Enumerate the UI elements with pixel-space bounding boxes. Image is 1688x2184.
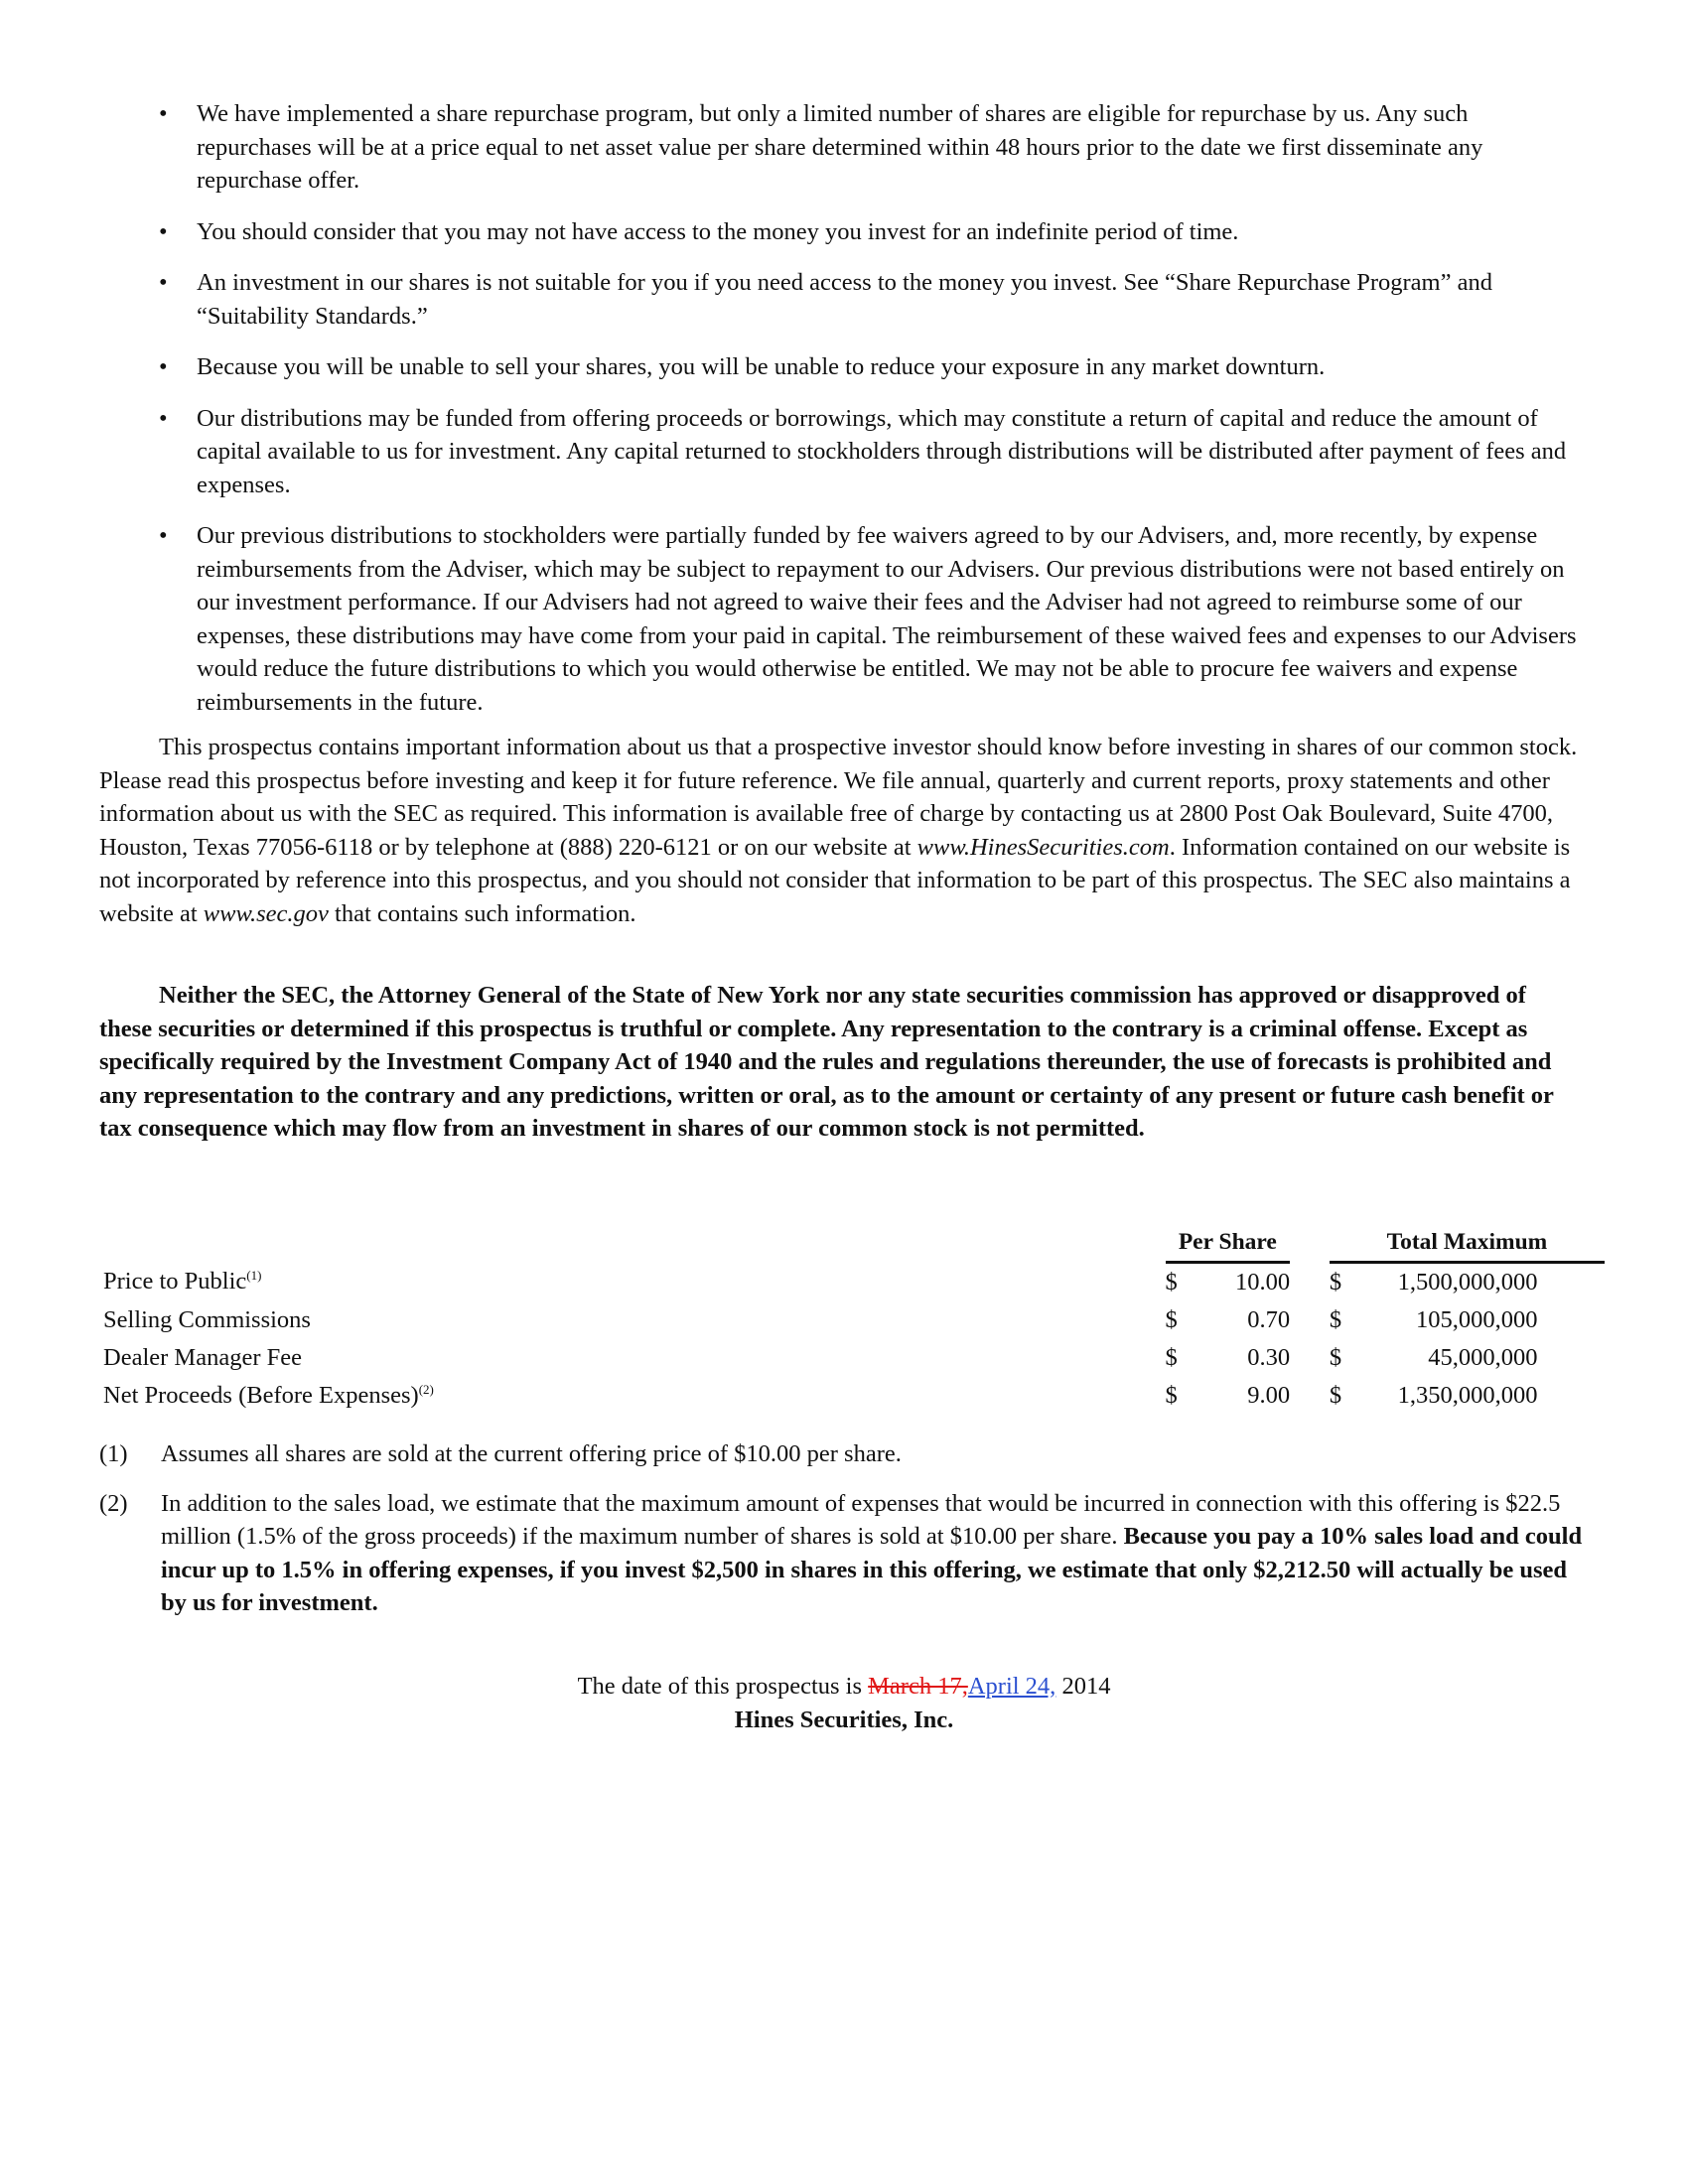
- risk-bullet-1: [159, 97, 1585, 198]
- footnote-list: [99, 1437, 1585, 1636]
- bullet-text: You should consider that you may not have access to the money you invest for an indefinite period of time.: [197, 217, 1239, 245]
- total-value: 45,000,000: [1428, 1344, 1538, 1371]
- per-share-header: Per Share: [1166, 1223, 1291, 1263]
- footnote-ref[interactable]: (2): [418, 1381, 434, 1397]
- per-share-value: 9.00: [1247, 1382, 1291, 1409]
- deleted-date: March 17,: [868, 1673, 968, 1700]
- row-label: Selling Commissions: [103, 1306, 311, 1333]
- table-row: [103, 1263, 1605, 1302]
- footnote-mark: (2): [99, 1489, 128, 1517]
- row-label: Net Proceeds (Before Expenses)$^{(2)}$: [103, 1381, 434, 1409]
- risk-bullet-4: [159, 350, 1585, 384]
- total-value: 105,000,000: [1415, 1306, 1538, 1333]
- per-share-value: 0.30: [1247, 1344, 1291, 1371]
- row-label: Price to Public$^{(1)}$: [103, 1268, 262, 1296]
- currency-symbol: $: [1329, 1306, 1342, 1333]
- footnote-mark: (1): [99, 1440, 128, 1467]
- bullet-icon: •: [159, 217, 168, 245]
- table-row: [103, 1301, 1605, 1339]
- per-share-value: 0.70: [1247, 1306, 1291, 1333]
- footnote-1: (1) Assumes all shares are sold at the current offering price of $10.00 per share.: [99, 1437, 1585, 1471]
- currency-symbol: $: [1165, 1306, 1178, 1333]
- legal-notice: Neither the SEC, the Attorney General of the State of New York nor any state securities commission has approved or disapproved of these securities or determined if this prospectus is truthful or complete. Any representation to the contrary is a criminal offense. Except as specifically required by the Investment Company Act of 1940 and the rules and regulations thereunder, the use of forecasts is prohibited and any representation to the contrary and any predictions, written or oral, as to the amount or certainty of any present or future cash benefit or tax consequence which may flow from an investment in shares of our common stock is not permitted.: [99, 982, 1554, 1142]
- publisher-name: Hines Securities, Inc.: [734, 1706, 954, 1733]
- currency-symbol: $: [1329, 1382, 1342, 1409]
- footnote-2: (2) In addition to the sales load, we estimate that the maximum amount of expenses that would be incurred in connection with this offering is $22.5 million (1.5% of the gross proceeds) if the maximum number of shares is sold at $10.00 per share. Because you pay a 10% sales load and could incur up to 1.5% in offering expenses, if you invest $2,500 in shares in this offering, we estimate that only $2,212.50 will actually be used by us for investment.: [99, 1487, 1585, 1620]
- bullet-icon: •: [159, 100, 168, 127]
- bullet-text: Because you will be unable to sell your shares, you will be unable to reduce your exposure in any market downturn.: [197, 353, 1326, 380]
- bullet-icon: •: [159, 353, 168, 380]
- hines-website-link[interactable]: www.HinesSecurities.com: [916, 833, 1170, 861]
- inserted-date: April 24,: [967, 1673, 1056, 1700]
- total-maximum-header: Total Maximum: [1330, 1223, 1605, 1263]
- prospectus-date: The date of this prospectus is March 17,April 24, 2014: [577, 1673, 1111, 1700]
- currency-symbol: $: [1329, 1344, 1342, 1371]
- bullet-icon: •: [159, 269, 168, 296]
- offering-table: [103, 1223, 1605, 1415]
- table-row: [103, 1377, 1605, 1415]
- currency-symbol: $: [1165, 1269, 1178, 1296]
- footnote-ref[interactable]: (1): [246, 1268, 262, 1284]
- currency-symbol: $: [1165, 1344, 1178, 1371]
- bullet-icon: •: [159, 522, 168, 549]
- offering-table-header: [103, 1223, 1605, 1263]
- risk-bullet-5: [159, 402, 1585, 502]
- currency-symbol: $: [1329, 1269, 1342, 1296]
- currency-symbol: $: [1165, 1382, 1178, 1409]
- prospectus-info-paragraph: This prospectus contains important information about us that a prospective investor should know before investing in shares of our common stock. Please read this prospectus before investing and keep it for future reference. We file annual, quarterly and current reports, proxy statements and other information about us with the SEC as required. This information is available free of charge by contacting us at 2800 Post Oak Boulevard, Suite 4700, Houston, Texas 77056-6118 or by telephone at (888) 220-6121 or on our website at www.HinesSecurities.com. Information contained on our website is not incorporated by reference into this prospectus, and you should not consider that information to be part of this prospectus. The SEC also maintains a website at www.sec.gov that contains such information.: [99, 734, 1578, 927]
- bullet-text: We have implemented a share repurchase program, but only a limited number of shares are eligible for repurchase by us. Any such repurchases will be at a price equal to net asset value per share determined within 48 hours prior to the date we first disseminate any repurchase offer.: [197, 100, 1483, 194]
- per-share-value: 10.00: [1235, 1269, 1291, 1296]
- risk-bullet-3: [159, 266, 1585, 333]
- bullet-text: An investment in our shares is not suitable for you if you need access to the money you invest. See “Share Repurchase Program” and “Suitability Standards.”: [197, 269, 1492, 330]
- row-label: Dealer Manager Fee: [103, 1344, 302, 1371]
- bullet-text: Our previous distributions to stockholders were partially funded by fee waivers agreed to by our Advisers, and, more recently, by expense reimbursements from the Adviser, which may be subject to repayment to our Advisers. Our previous distributions were not based entirely on our investment performance. If our Advisers had not agreed to waive their fees and the Adviser had not agreed to reimburse some of our expenses, these distributions may have come from your paid in capital. The reimbursement of these waived fees and expenses to our Advisers would reduce the future distributions to which you would otherwise be entitled. We may not be able to procure fee waivers and expense reimbursements in the future.: [197, 522, 1577, 716]
- risk-bullet-list: [159, 97, 1585, 737]
- total-value: 1,500,000,000: [1397, 1269, 1538, 1296]
- sec-website-link[interactable]: www.sec.gov: [203, 899, 329, 927]
- risk-bullet-2: [159, 215, 1585, 249]
- risk-bullet-6: [159, 519, 1585, 719]
- total-value: 1,350,000,000: [1397, 1382, 1538, 1409]
- bullet-text: Our distributions may be funded from offering proceeds or borrowings, which may constitute a return of capital and reduce the amount of capital available to us for investment. Any capital returned to stockholders through distributions will be distributed after payment of fees and expenses.: [197, 404, 1567, 498]
- table-row: [103, 1339, 1605, 1377]
- bullet-icon: •: [159, 404, 168, 432]
